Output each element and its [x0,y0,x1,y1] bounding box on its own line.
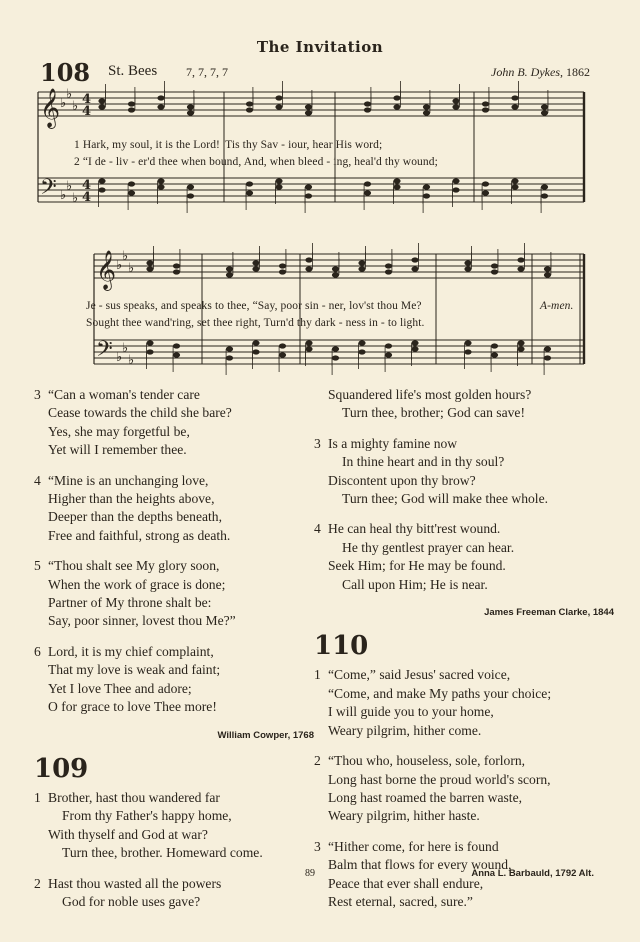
verse-line: “Come, and make My paths your choice; [328,685,552,701]
column-left [34,386,314,923]
verse-line: I will guide you to your home, [328,704,494,720]
stanza [314,435,614,509]
verse-line: Discontent upon thy brow? [328,472,476,488]
stanza [34,643,314,717]
verse-line: From thy Father's happy home, [62,808,232,824]
verse-line: With thyself and God at war? [48,826,208,842]
composer-name: John B. Dykes, [491,65,563,79]
lyric-system2-verse1: Je - sus speaks, and speaks to thee, “Say, poor sin - ner, lov'st thou Me? [86,300,422,312]
verse-line: Say, poor sinner, lovest thou Me?” [48,613,236,629]
composer-year: 1862 [566,65,590,79]
stanza-number: 2 [34,875,41,891]
verse-line: O for grace to love Thee more! [48,699,217,715]
verse-line: “Thou shalt see My glory soon, [48,558,220,574]
verse-line: He thy gentlest prayer can hear. [342,539,515,555]
svg-text:4: 4 [82,104,92,119]
verse-line: Squandered life's most golden hours? [328,387,532,402]
hymn-number-110: 110 [314,631,369,662]
verse-line: That my love is weak and faint; [48,662,221,678]
stanza [34,386,314,460]
stanza [314,520,614,594]
verse-line: Long hast roamed the barren waste, [328,789,523,805]
svg-text:𝄞: 𝄞 [40,88,61,128]
verse-line: “Thou who, houseless, sole, forlorn, [328,753,526,769]
verse-line: “Can a woman's tender care [48,387,200,402]
lyric-system1-verse2: 2 “I de - liv - er'd thee when bound, And, when bleed - ing, heal'd thy wound; [74,156,438,168]
svg-text:♭: ♭ [128,261,135,276]
meter: 7, 7, 7, 7 [186,65,228,79]
verse-line: Higher than the heights above, [48,491,215,507]
verse-line: Turn thee, brother; God can save! [342,405,525,421]
svg-text:𝄢: 𝄢 [40,175,57,205]
svg-text:♭: ♭ [116,350,123,365]
svg-text:♭: ♭ [122,249,129,264]
tune-name: St. Bees [108,63,158,79]
verse-line: Weary pilgrim, hither come. [328,722,482,738]
stanza-number: 1 [314,667,321,683]
column-right [314,386,614,923]
hymn-109-stanza-2-cont [314,386,614,423]
verse-line: Peace that ever shall endure, [328,875,484,891]
verse-line: Brother, hast thou wandered far [48,789,220,805]
verse-line: Long hast borne the proud world's scorn, [328,771,551,787]
stanza [34,557,314,631]
svg-text:♭: ♭ [116,258,123,273]
verse-line: Cease towards the child she bare? [48,405,232,421]
lyric-system2-verse2: Sought thee wand'ring, set thee right, Turn'd thy dark - ness in - to light. [86,317,425,329]
svg-text:4: 4 [82,190,92,205]
section-title: The Invitation [256,38,384,56]
verse-line: Is a mighty famine now [328,435,458,451]
stanza-number: 4 [34,472,41,488]
verse-line: Weary pilgrim, hither haste. [328,808,480,824]
verse-line: Turn thee; God will make thee whole. [342,491,549,507]
verse-line: Seek Him; for He may be found. [328,558,506,574]
svg-text:𝄞: 𝄞 [96,250,117,290]
verse-line: When the work of grace is done; [48,576,226,592]
verse-line: Yet I love Thee and adore; [48,680,192,696]
stanza [34,472,314,546]
verse-line: “Hither come, for here is found [328,838,499,854]
verse-line: Call upon Him; He is near. [342,576,488,592]
verse-line: “Mine is an unchanging love, [48,472,209,488]
svg-text:♭: ♭ [66,87,73,102]
verse-line: Yes, she may forgetful be, [48,423,190,439]
stanza-number: 5 [34,558,41,574]
verse-line: Rest eternal, sacred, sure.” [328,893,473,909]
lyric-amen: A-men. [540,300,574,312]
stanza-number: 3 [314,838,321,854]
verse-line: God for noble uses gave? [62,893,201,909]
stanza [314,666,614,740]
stanza-number: 4 [314,521,321,537]
svg-text:4: 4 [82,92,92,107]
verse-line: Lord, it is my chief complaint, [48,643,214,659]
credit-108: William Cowper, 1768 [217,729,314,741]
verse-line: He can heal thy bitt'rest wound. [328,521,501,537]
svg-text:♭: ♭ [60,188,67,203]
svg-text:♭: ♭ [128,353,135,368]
svg-text:♭: ♭ [66,179,73,194]
credit-109: James Freeman Clarke, 1844 [484,607,614,619]
verse-line: Free and faithful, strong as death. [48,527,231,543]
verse-line: Yet will I remember thee. [48,442,187,458]
svg-text:♭: ♭ [122,341,129,356]
verse-line: Balm that flows for every wound, [328,857,512,873]
hymn-number-108: 108 [40,58,91,87]
verse-line: Turn thee, brother. Homeward come. [62,845,263,861]
stanza [34,789,314,863]
verse-line: Hast thou wasted all the powers [48,875,222,891]
verse-line: “Come,” said Jesus' sacred voice, [328,667,511,683]
stanza [34,875,314,912]
stanza-number: 2 [314,753,321,769]
svg-text:♭: ♭ [60,96,67,111]
stanza-number: 3 [34,387,41,402]
verse-line: In thine heart and in thy soul? [342,454,505,470]
page-number: 89 [305,868,315,879]
credit-110: Anna L. Barbauld, 1792 Alt. [471,868,594,879]
svg-text:𝄢: 𝄢 [96,337,113,367]
verse-line: Deeper than the depths beneath, [48,509,223,525]
verse-line: Partner of My throne shalt be: [48,595,212,611]
hymn-number-109: 109 [34,753,89,784]
svg-text:♭: ♭ [72,191,79,206]
stanza [314,752,614,826]
stanza-number: 3 [314,435,321,451]
svg-text:4: 4 [82,178,92,193]
lyric-system1-verse1: 1 Hark, my soul, it is the Lord! 'Tis thy Sav - iour, hear His word; [74,139,383,151]
svg-text:♭: ♭ [72,99,79,114]
stanza-number: 1 [34,789,41,805]
stanza-number: 6 [34,643,41,659]
